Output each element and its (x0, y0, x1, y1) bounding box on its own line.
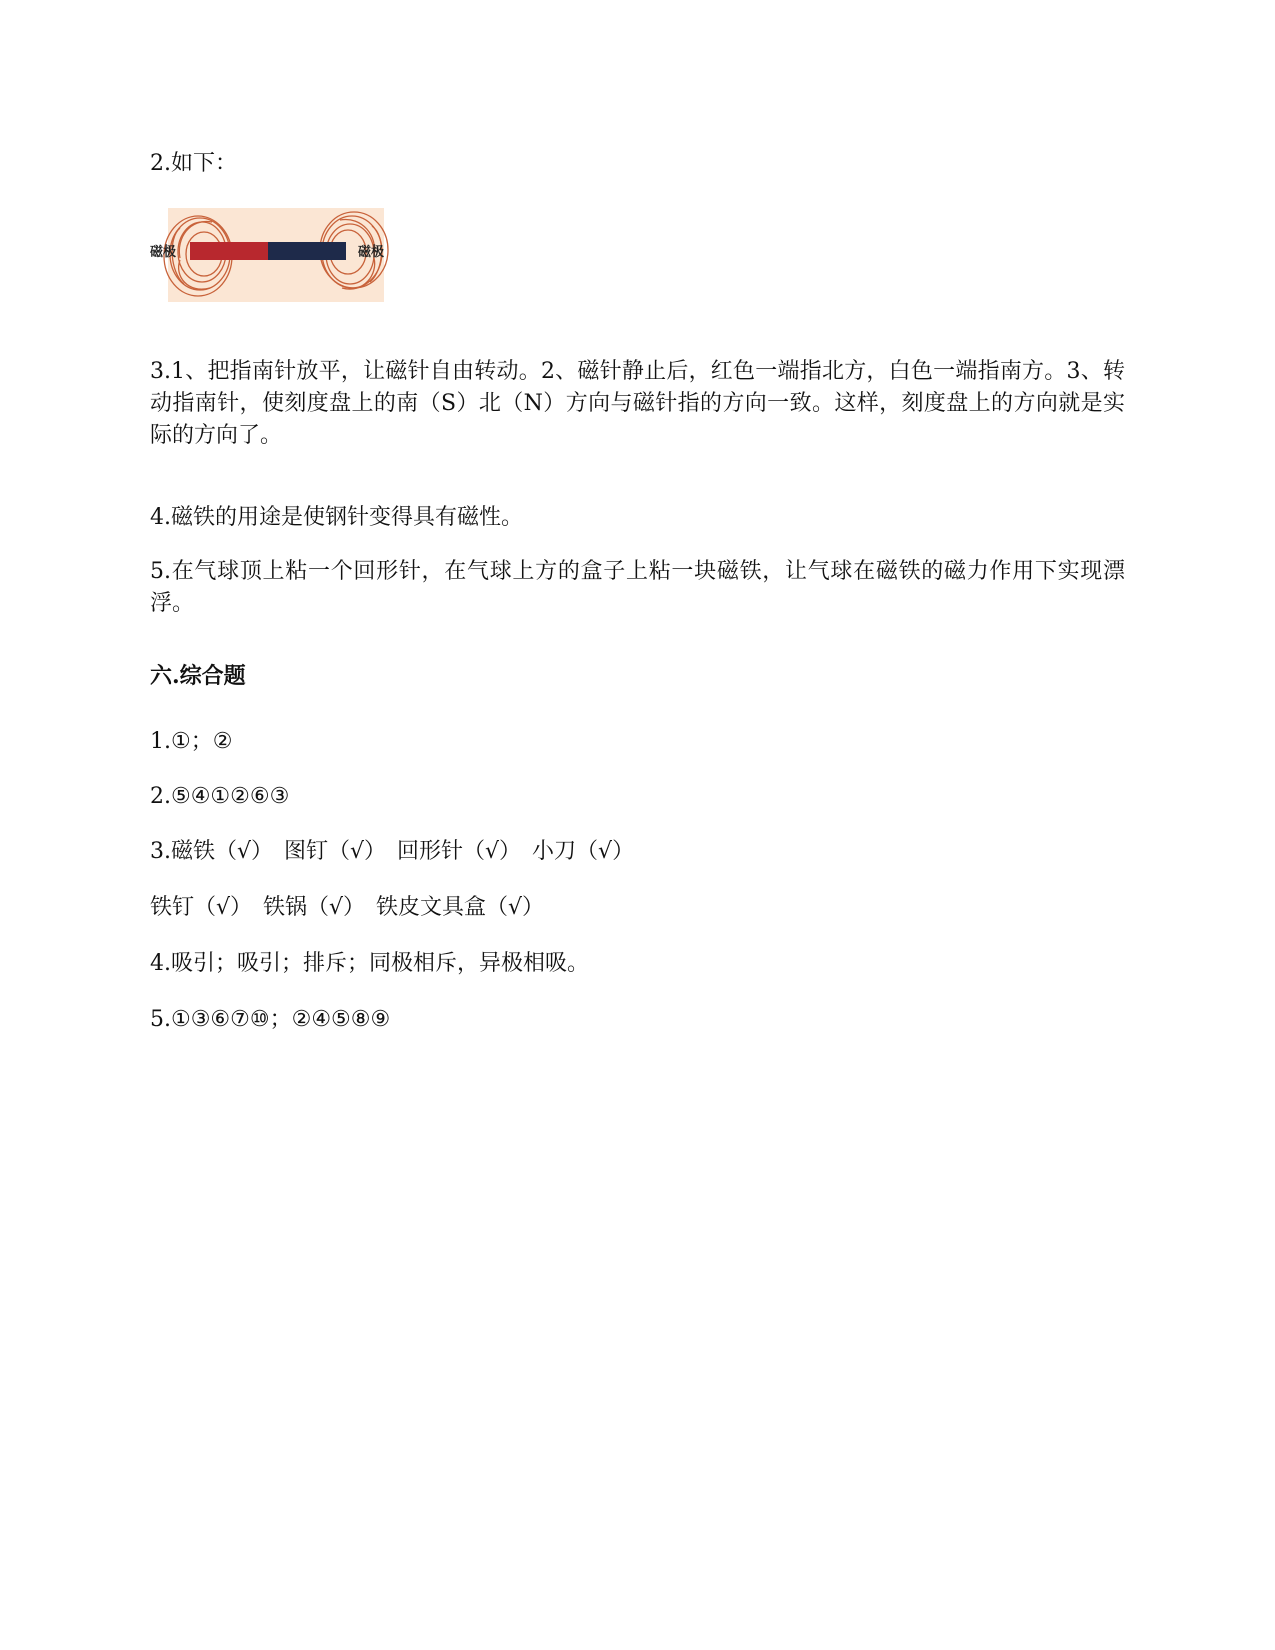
magnet-red-pole (190, 242, 268, 260)
answer-4-line: 4.磁铁的用途是使钢针变得具有磁性。 (150, 505, 523, 530)
section-6-heading: 六.综合题 (150, 663, 246, 689)
section-6-answer-3b: 铁钉（√） 铁锅（√） 铁皮文具盒（√） (150, 895, 545, 920)
answer-2-intro: 2.如下： (150, 151, 237, 176)
section-6-answer-1: 1.①；② (150, 729, 233, 754)
bar-magnet-figure (150, 208, 410, 304)
answer-5-paragraph: 5.在气球顶上粘一个回形针，在气球上方的盒子上粘一块磁铁，让气球在磁铁的磁力作用下实现漂浮。 (150, 559, 1125, 616)
magnet-blue-pole (268, 242, 346, 260)
section-6-answer-3a: 3.磁铁（√） 图钉（√） 回形针（√） 小刀（√） (150, 839, 635, 864)
bar-magnet-illustration (150, 208, 410, 304)
right-pole-label: 磁极 (358, 245, 385, 260)
left-pole-label: 磁极 (150, 245, 177, 260)
answer-3-paragraph: 3.1、把指南针放平，让磁针自由转动。2、磁针静止后，红色一端指北方，白色一端指南方。3、转动指南针，使刻度盘上的南（S）北（N）方向与磁针指的方向一致。这样，刻度盘上的方向就是实际的方向了。 (150, 359, 1125, 448)
section-6-answer-5: 5.①③⑥⑦⑩；②④⑤⑧⑨ (150, 1007, 391, 1032)
section-6-answer-4: 4.吸引；吸引；排斥；同极相斥，异极相吸。 (150, 951, 589, 976)
section-6-answer-2: 2.⑤④①②⑥③ (150, 784, 290, 809)
